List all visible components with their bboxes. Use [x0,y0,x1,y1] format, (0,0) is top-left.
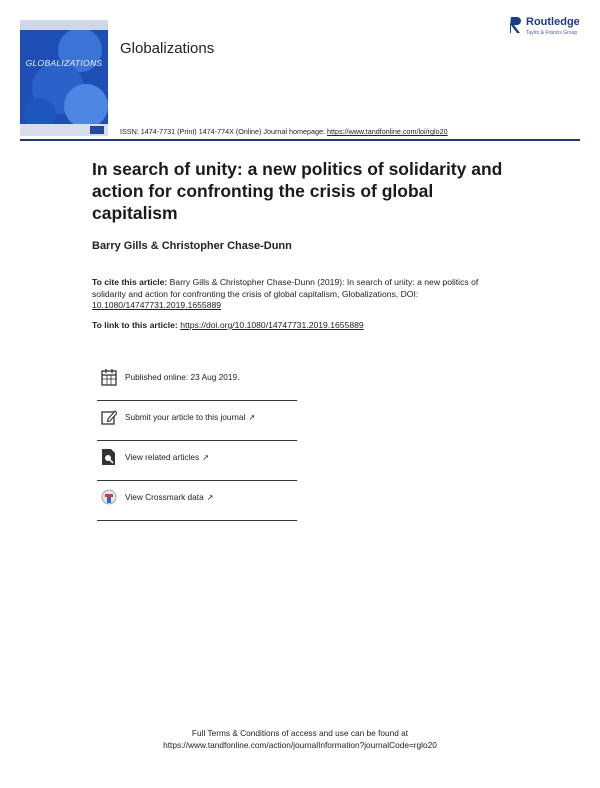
submit-article-row[interactable] [97,400,297,441]
journal-name: Globalizations [120,40,215,57]
calendar-icon [101,368,117,386]
footer-terms: Full Terms & Conditions of access and use can be found at [191,728,409,738]
issn-text: ISSN: 1474-7731 (Print) 1474-774X (Online) Journal homepage: [120,127,327,136]
citation-label: To cite this article: [92,277,168,287]
published-online-label: Published online: 23 Aug 2019. [125,372,240,382]
citation-doi-link[interactable]: 10.1080/14747731.2019.1655889 [92,300,222,311]
submit-article-link[interactable] [125,412,255,422]
routledge-logo-icon [510,16,522,34]
crossmark-icon [101,488,117,506]
article-authors: Barry Gills & Christopher Chase-Dunn [92,240,292,252]
issn-line [120,127,448,136]
external-link-icon: ↗ [202,453,209,462]
related-articles-row[interactable] [97,440,297,481]
article-title: In search of unity: a new politics of solidarity and action for confronting the crisis of global capitalism [92,159,503,223]
external-link-icon: ↗ [206,493,214,502]
cover-title: GLOBALIZATIONS [25,58,103,68]
cover-globe-art [20,30,108,124]
journal-homepage-link[interactable]: https://www.tandfonline.com/loi/rglo20 [326,127,448,136]
crossmark-label: View Crossmark data [125,492,204,502]
cover-top-strip [20,20,108,30]
related-articles-label: View related articles [125,452,200,462]
related-articles-link[interactable] [125,452,209,462]
publisher-name: Routledge [526,16,580,28]
cover-publisher-logo [90,126,104,134]
footer-terms-url[interactable]: https://www.tandfonline.com/action/journalInformation?journalCode=rglo20 [163,740,437,750]
article-link-label: To link to this article: [92,320,181,330]
submit-article-label: Submit your article to this journal [125,412,246,422]
article-link-block [92,320,364,330]
citation-block [92,277,502,312]
external-link-icon: ↗ [248,413,256,422]
published-online-row [97,360,297,401]
journal-cover [20,20,108,136]
crossmark-row[interactable] [97,480,297,521]
related-articles-icon [101,448,117,466]
edit-icon [101,408,117,426]
crossmark-link[interactable] [125,492,213,502]
citation-text: Barry Gills & Christopher Chase-Dunn (2019): In search of unity: a new politics of solidarity and action for confronting the crisis of global capitalism, Globalizations, DOI: [92,277,479,299]
publisher-tagline: Taylor & Francis Group [526,30,578,36]
article-doi-link[interactable]: https://doi.org/10.1080/14747731.2019.1655889 [180,320,364,330]
header-rule [20,139,580,141]
